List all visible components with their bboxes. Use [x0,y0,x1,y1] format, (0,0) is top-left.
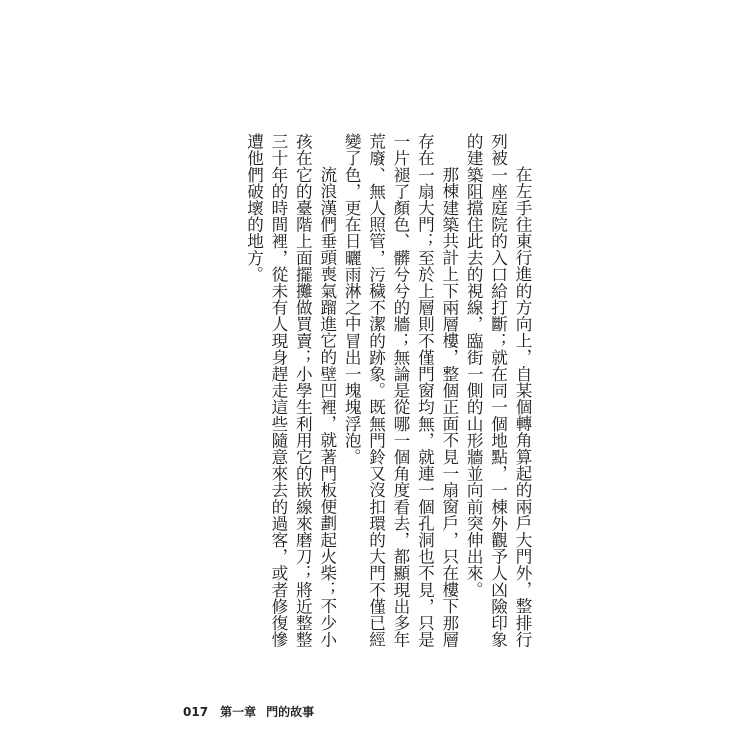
chapter-label: 第一章 [220,705,257,719]
chapter-title: 門的故事 [266,705,315,719]
page-footer [183,703,314,720]
paragraph-1: 在左手往東行進的方向上，自某個轉角算起的兩戶大門外，整排行列被一座庭院的入口給打斷；就在同一個地點，一棟外觀予人凶險印象的建築阻擋住此去的視線，臨街一側的山形牆並向前突伸出來。 [464,133,532,648]
paragraph-2: 那棟建築共計上下兩層樓，整個正面不見一扇窗戶，只在樓下那層存在一扇大門；至於上層則不僅門窗均無，就連一個孔洞也不見，只是一片褪了顏色、髒兮兮的牆；無論是從哪一個角度看去，都顯現出多年荒廢、無人照管，污穢不潔的跡象。既無門鈴又沒扣環的大門不僅已經變了色，更在日曬雨淋之中冒出一塊塊浮泡。 [342,133,459,648]
page-number: 017 [183,704,209,719]
vertical-body-text [241,133,534,653]
paragraph-3: 流浪漢們垂頭喪氣蹓進它的壁凹裡，就著門板便劃起火柴；不少小孩在它的臺階上面擺攤做買賣；小學生利用它的嵌線來磨刀；將近整整三十年的時間裡，從未有人現身趕走這些隨意來去的過客，或者修復慘遭他們破壞的地方。 [244,133,337,648]
